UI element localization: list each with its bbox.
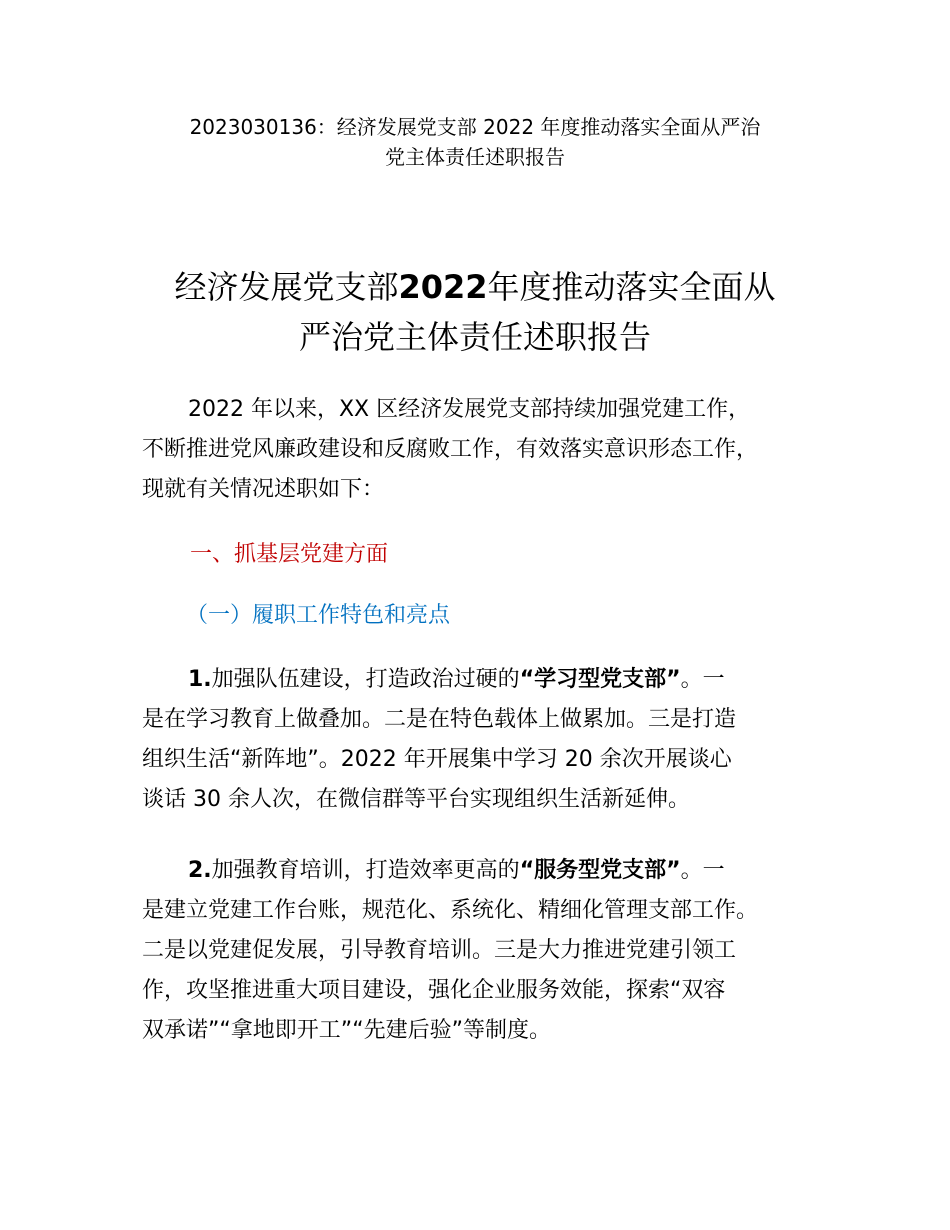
item-1-line-4: 谈话 30 余人次，在微信群等平台实现组织生活新延伸。 xyxy=(142,787,690,812)
item-2-line-4: 作，攻坚推进重大项目建设，强化企业服务效能，探索“双容 xyxy=(142,978,726,1003)
header-line-1: 2023030136：经济发展党支部 2022 年度推动落实全面从严治 xyxy=(189,115,761,139)
item-2-tail: 。一 xyxy=(680,858,725,883)
item-1-lead: 加强队伍建设，打造政治过硬的 xyxy=(211,667,520,692)
intro-line-1: 2022 年以来，XX 区经济发展党支部持续加强党建工作， xyxy=(188,397,751,422)
report-title xyxy=(110,262,840,362)
intro-line-2: 不断推进党风廉政建设和反腐败工作，有效落实意识形态工作， xyxy=(142,437,759,462)
title-part-a: 经济发展党支部 xyxy=(174,268,399,306)
item-1-line-2: 是在学习教育上做叠加。二是在特色载体上做累加。三是打造 xyxy=(142,707,737,732)
title-line-1 xyxy=(110,262,840,312)
item-1-number: 1. xyxy=(188,667,212,692)
item-2-lead: 加强教育培训，打造效率更高的 xyxy=(211,858,520,883)
item-2-line-5: 双承诺”“拿地即开工”“先建后验”等制度。 xyxy=(142,1018,551,1043)
subsection-heading: （一）履职工作特色和亮点 xyxy=(186,603,451,628)
item-1-line-3: 组织生活“新阵地”。2022 年开展集中学习 20 余次开展谈心 xyxy=(142,747,732,772)
intro-line-3: 现就有关情况述职如下： xyxy=(142,477,385,502)
title-part-c: 年度推动落实全面从 xyxy=(487,268,776,306)
header-line-2: 党主体责任述职报告 xyxy=(385,145,565,169)
item-1-tail: 。一 xyxy=(680,667,725,692)
item-1-first-line xyxy=(142,660,832,700)
title-line-2: 严治党主体责任述职报告 xyxy=(298,318,651,356)
title-year: 2022 xyxy=(398,268,488,306)
item-2-number: 2. xyxy=(188,858,212,883)
item-1-emphasis: “学习型党支部” xyxy=(519,667,681,692)
intro-paragraph xyxy=(142,390,832,510)
item-1-paragraph xyxy=(142,660,832,820)
item-2-line-2: 是建立党建工作台账，规范化、系统化、精细化管理支部工作。 xyxy=(142,898,759,923)
item-2-emphasis: “服务型党支部” xyxy=(519,858,681,883)
section-heading: 一、抓基层党建方面 xyxy=(190,542,389,567)
item-2-first-line xyxy=(142,851,832,891)
item-2-paragraph xyxy=(142,851,832,1051)
document-header xyxy=(120,112,830,172)
item-2-line-3: 二是以党建促发展，引导教育培训。三是大力推进党建引领工 xyxy=(142,938,737,963)
